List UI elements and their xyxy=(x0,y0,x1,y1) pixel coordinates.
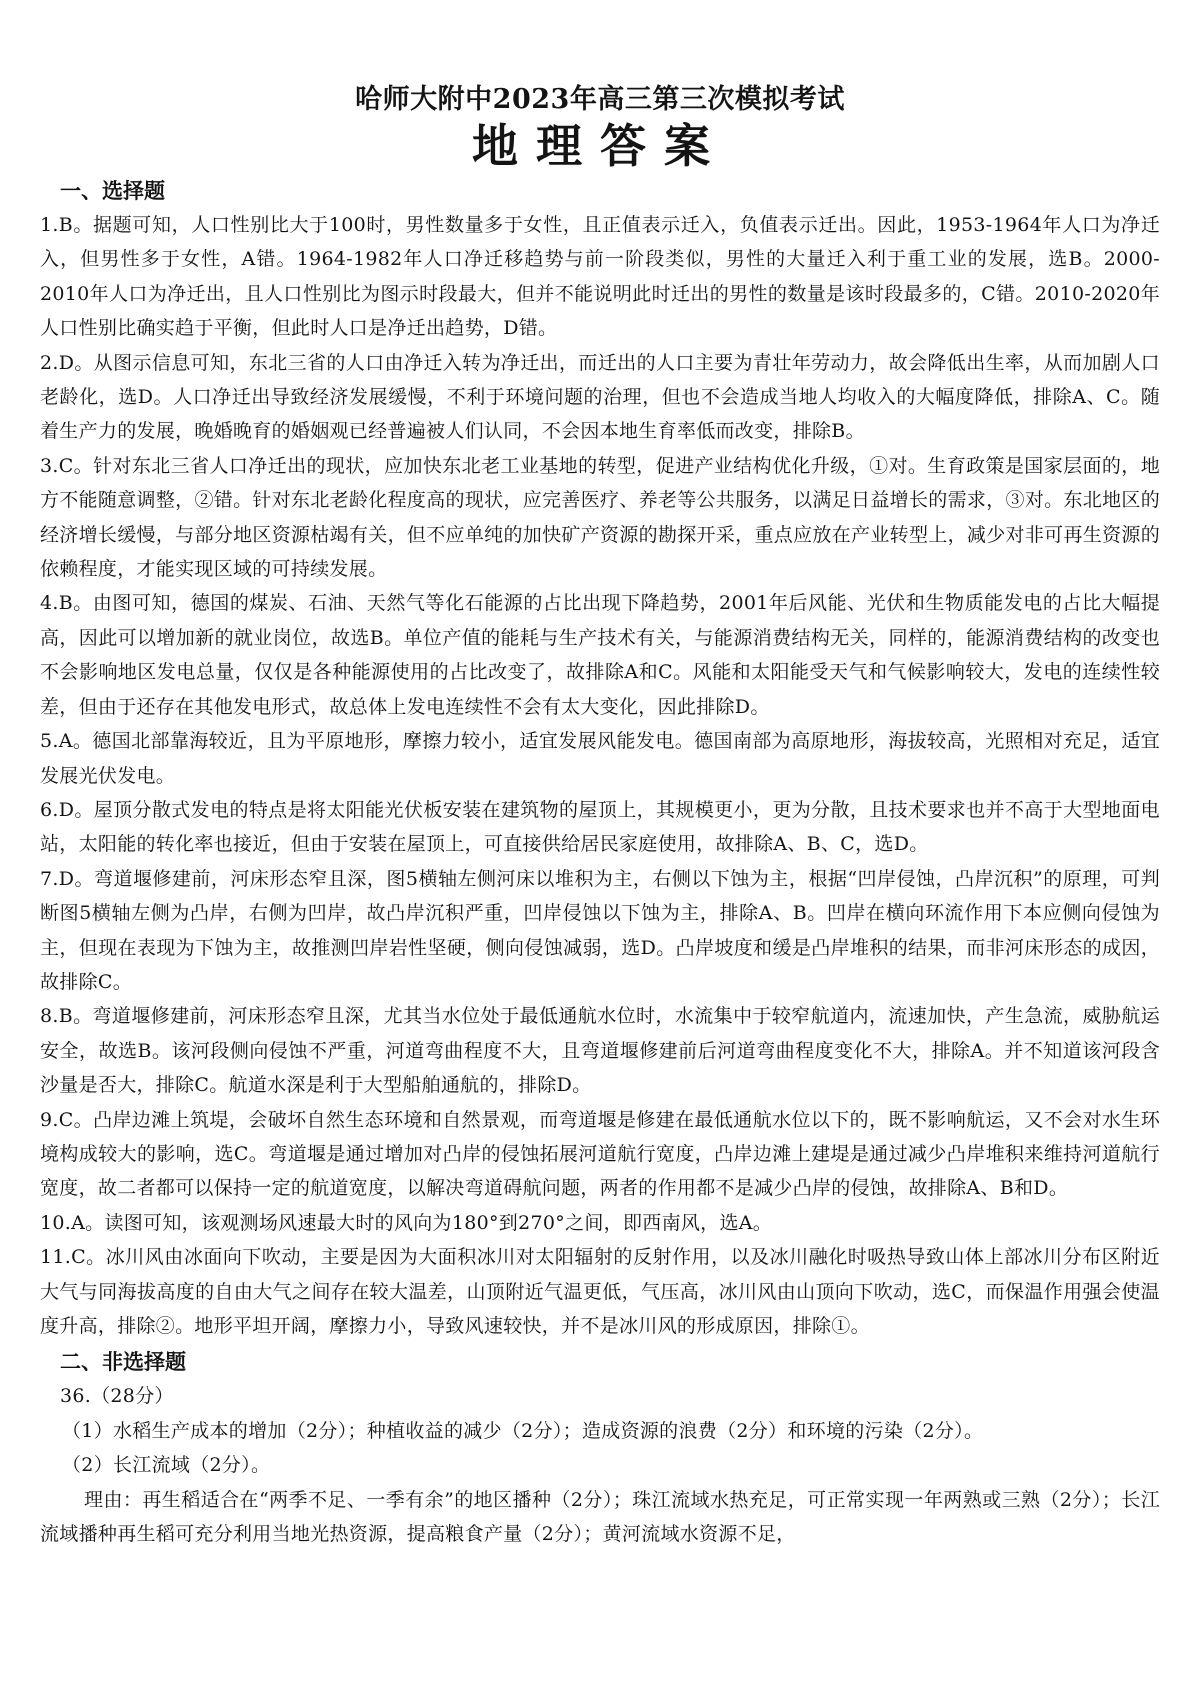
answer-item-4: 4.B。由图可知，德国的煤炭、石油、天然气等化石能源的占比出现下降趋势，2001年后风能、光伏和生物质能发电的占比大幅提高，因此可以增加新的就业岗位，故选B。单位产值的能耗与生产技术有关，与能源消费结构无关，同样的，能源消费结构的改变也不会影响地区发电总量，仅仅是各种能源使用的占比改变了，故排除A和C。风能和太阳能受天气和气候影响较大，发电的连续性较差，但由于还存在其他发电形式，故总体上发电连续性不会有太大变化，因此排除D。 xyxy=(40,592,1160,718)
answer-item-11: 11.C。冰川风由冰面向下吹动，主要是因为大面积冰川对太阳辐射的反射作用，以及冰川融化时吸热导致山体上部冰川分布区附近大气与同海拔高度的自由大气之间存在较大温差，山顶附近气温更低，气压高，冰川风由山顶向下吹动，选C，而保温作用强会使温度升高，排除②。地形平坦开阔，摩擦力小，导致风速较快，并不是冰川风的形成原因，排除①。 xyxy=(40,1246,1160,1337)
question-36-label: 36.（28分） xyxy=(60,1385,174,1408)
answer-item-6: 6.D。屋顶分散式发电的特点是将太阳能光伏板安装在建筑物的屋顶上，其规模更小，更为分散，且技术要求也并不高于大型地面电站，太阳能的转化率也接近，但由于安装在屋顶上，可直接供给居民家庭使用，故排除A、B、C，选D。 xyxy=(40,798,1160,856)
question-36-part-1: （1）水稻生产成本的增加（2分）；种植收益的减少（2分）；造成资源的浪费（2分）和环境的污染（2分）。 xyxy=(62,1419,984,1442)
question-36-part-2: （2）长江流域（2分）。 xyxy=(62,1454,271,1477)
answer-item-5: 5.A。德国北部靠海较近，且为平原地形，摩擦力较小，适宜发展风能发电。德国南部为高原地形，海拔较高，光照相对充足，适宜发展光伏发电。 xyxy=(40,730,1160,787)
answer-item-3: 3.C。针对东北三省人口净迁出的现状，应加快东北老工业基地的转型，促进产业结构优化升级，①对。生育政策是国家层面的，地方不能随意调整，②错。针对东北老龄化程度高的现状，应完善医疗、养老等公共服务，以满足日益增长的需求，③对。东北地区的经济增长缓慢，与部分地区资源枯竭有关，但不应单纯的加快矿产资源的勘探开采，重点应放在产业转型上，减少对非可再生资源的依赖程度，才能实现区域的可持续发展。 xyxy=(40,454,1160,581)
question-36-reason: 理由：再生稻适合在“两季不足、一季有余”的地区播种（2分）；珠江流域水热充足，可正常实现一年两熟或三熟（2分）；长江流域播种再生稻可充分利用当地光热资源，提高粮食产量（2分）；黄河流域水资源不足， xyxy=(40,1488,1160,1546)
answer-item-10: 10.A。读图可知，该观测场风速最大时的风向为180°到270°之间，即西南风，选A。 xyxy=(40,1211,773,1234)
section-heading-choice: 一、选择题 xyxy=(60,179,165,203)
answer-item-8: 8.B。弯道堰修建前，河床形态窄且深，尤其当水位处于最低通航水位时，水流集中于较窄航道内，流速加快，产生急流，威胁航运安全，故选B。该河段侧向侵蚀不严重，河道弯曲程度不大，且弯道堰修建前后河道弯曲程度变化不大，排除A。并不知道该河段含沙量是否大，排除C。航道水深是利于大型船舶通航的，排除D。 xyxy=(40,1005,1160,1097)
answer-item-7: 7.D。弯道堰修建前，河床形态窄且深，图5横轴左侧河床以堆积为主，右侧以下蚀为主，根据“凹岸侵蚀，凸岸沉积”的原理，可判断图5横轴左侧为凸岸，右侧为凹岸，故凸岸沉积严重，凹岸侵蚀以下蚀为主，排除A、B。凹岸在横向环流作用下本应侧向侵蚀为主，但现在表现为下蚀为主，故推测凹岸岩性坚硬，侧向侵蚀减弱，选D。凸岸坡度和缓是凸岸堆积的结果，而非河床形态的成因，故排除C。 xyxy=(40,867,1160,993)
answer-item-1: 1.B。据题可知，人口性别比大于100时，男性数量多于女性，且正值表示迁入，负值表示迁出。因此，1953-1964年人口为净迁入，但男性多于女性，A错。1964-1982年人口净迁移趋势与前一阶段类似，男性的大量迁入利于重工业的发展，选B。2000-2010年人口为净迁出，且人口性别比为图示时段最大，但并不能说明此时迁出的男性的数量是该时段最多的，C错。2010-2020年人口性别比确实趋于平衡，但此时人口是净迁出趋势，D错。 xyxy=(40,214,1160,340)
subject-title: 地理答案 xyxy=(472,119,728,173)
answer-item-9: 9.C。凸岸边滩上筑堤，会破坏自然生态环境和自然景观，而弯道堰是修建在最低通航水位以下的，既不影响航运，又不会对水生环境构成较大的影响，选C。弯道堰是通过增加对凸岸的侵蚀拓展河道航行宽度，凸岸边滩上建堤是通过减少凸岸堆积来维持河道航行宽度，故二者都可以保持一定的航道宽度，以解决弯道碍航问题，两者的作用都不是减少凸岸的侵蚀，故排除A、B和D。 xyxy=(40,1108,1160,1200)
section-heading-nonchoice: 二、非选择题 xyxy=(60,1350,186,1375)
answer-item-2: 2.D。从图示信息可知，东北三省的人口由净迁入转为净迁出，而迁出的人口主要为青壮年劳动力，故会降低出生率，从而加剧人口老龄化，选D。人口净迁出导致经济发展缓慢，不利于环境问题的治理，但也不会造成当地人均收入的大幅度降低，排除A、C。随着生产力的发展，晚婚晚育的婚姻观已经普遍被人们认同，不会因本地生育率低而改变，排除B。 xyxy=(40,351,1160,443)
exam-title: 哈师大附中2023年高三第三次模拟考试 xyxy=(355,84,845,115)
